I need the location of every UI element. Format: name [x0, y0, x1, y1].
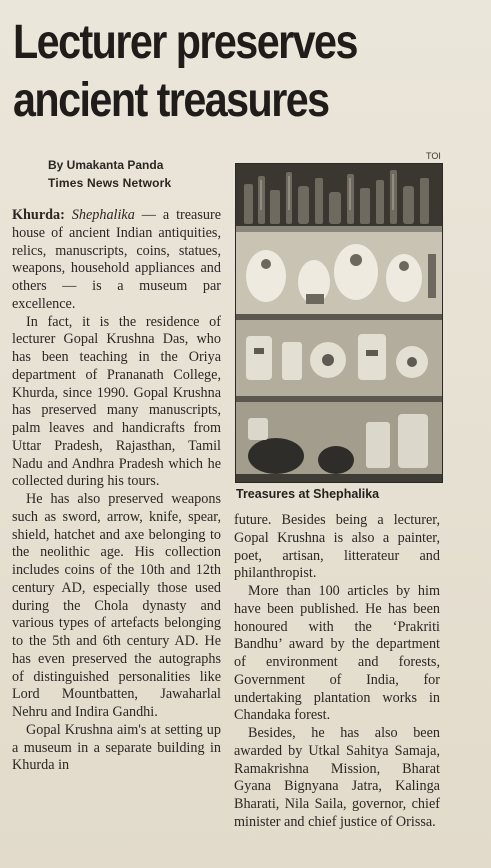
dateline: Khurda:	[12, 207, 65, 223]
photo-credit: TOI	[426, 151, 441, 161]
byline-agency: Times News Network	[48, 176, 172, 190]
photo-caption: Treasures at Shephalika	[236, 487, 380, 501]
paragraph-1-text: — a treasure house of ancient Indian antiquities, relics, manuscripts, coins, statues, weapons, household appliances and others — is a museum par excellence.	[12, 207, 221, 312]
byline-author: By Umakanta Panda	[48, 158, 164, 172]
paragraph-5: More than 100 articles by him have been published. He has been honoured with the ‘Prakriti Bandhu’ award by the department of environment and forests, Government of India, for undertaking plantation works in Chandaka forest.	[234, 583, 440, 724]
article-column-1	[12, 207, 221, 775]
article-column-2	[234, 512, 440, 832]
byline	[48, 156, 171, 192]
paragraph-4-end: future. Besides being a lecturer, Gopal Krushna is also a painter, poet, artisan, litterateur and philanthropist.	[234, 512, 440, 582]
treasures-photo	[235, 163, 443, 483]
headline-line-1: Lecturer preserves	[13, 16, 357, 69]
headline-line-2: ancient treasures	[13, 74, 329, 127]
museum-name: Shephalika	[71, 207, 135, 223]
photo-image	[236, 164, 442, 482]
headline	[13, 14, 417, 130]
paragraph-4-start: Gopal Krushna aim's at setting up a museum in a separate building in Khurda in	[12, 721, 221, 774]
paragraph-6: Besides, he has also been awarded by Utkal Sahitya Samaja, Ramakrishna Mission, Bharat Gyana Bignyana Jatra, Kalinga Bharati, Nila Saila, governor, chief minister and chief justice of Orissa.	[234, 725, 440, 830]
paragraph-1	[12, 207, 221, 314]
paragraph-3: He has also preserved weapons such as sword, arrow, knife, spear, shield, hatchet and axe belonging to the neolithic age. His collection includes coins of the 10th and 12th century AD, especially those used during the Chola dynasty and various types of artefacts belonging to the 5th and 6th century AD. He has even preserved the autographs of distinguished personalities like Lord Mountbatten, Jawaharlal Nehru and Indira Gandhi.	[12, 491, 221, 720]
paragraph-2: In fact, it is the residence of lecturer Gopal Krushna Das, who has been teaching in the Oriya department of Prananath College, Khurda, since 1990. Gopal Krushna has preserved many manuscripts, palm leaves and handicrafts from Uttar Pradesh, Rajasthan, Tamil Nadu and Andhra Pradesh which he collected during his tours.	[12, 313, 221, 490]
